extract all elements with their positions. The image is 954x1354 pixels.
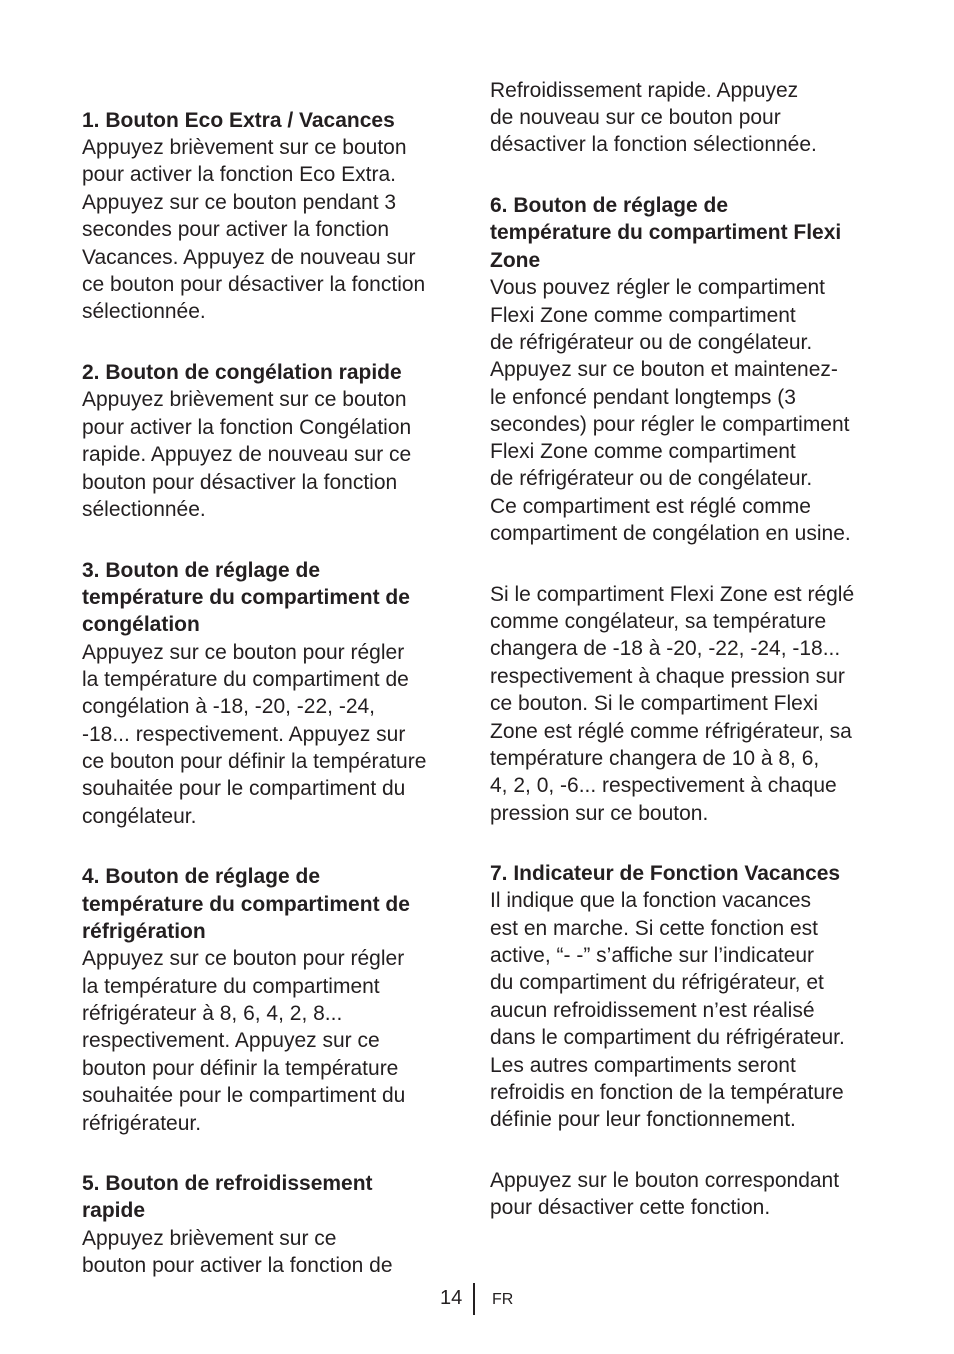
- left-text-line: congélateur.: [82, 805, 197, 828]
- left-text-line: bouton pour désactiver la fonction: [82, 471, 398, 494]
- right-heading-line: Zone: [490, 249, 541, 272]
- right-text-line: Ce compartiment est réglé comme: [490, 495, 811, 518]
- right-text-line: pression sur ce bouton.: [490, 802, 709, 825]
- left-heading-line: 3. Bouton de réglage de: [82, 559, 321, 582]
- right-text-line: refroidis en fonction de la température: [490, 1081, 844, 1104]
- right-text-line: Appuyez sur le bouton correspondant: [490, 1169, 840, 1192]
- right-text-line: de réfrigérateur ou de congélateur.: [490, 331, 813, 354]
- right-text-line: ce bouton. Si le compartiment Flexi: [490, 692, 818, 715]
- right-text-line: active, “- -” s’affiche sur l’indicateur: [490, 944, 815, 967]
- left-heading-line: température du compartiment de: [82, 586, 410, 609]
- right-text-line: Il indique que la fonction vacances: [490, 889, 812, 912]
- left-text-line: réfrigérateur à 8, 6, 4, 2, 8...: [82, 1002, 343, 1025]
- right-text-line: compartiment de congélation en usine.: [490, 522, 851, 545]
- left-heading-line: rapide: [82, 1199, 146, 1222]
- left-heading-line: 2. Bouton de congélation rapide: [82, 361, 402, 384]
- right-text-line: Refroidissement rapide. Appuyez: [490, 79, 799, 102]
- right-text-line: de réfrigérateur ou de congélateur.: [490, 467, 813, 490]
- right-text-line: 4, 2, 0, -6... respectivement à chaque: [490, 774, 837, 797]
- left-heading-line: 1. Bouton Eco Extra / Vacances: [82, 109, 395, 132]
- left-heading-line: congélation: [82, 613, 200, 636]
- left-text-line: -18... respectivement. Appuyez sur: [82, 723, 406, 746]
- left-text-line: Appuyez sur ce bouton pour régler: [82, 641, 405, 664]
- right-text-line: Zone est réglé comme réfrigérateur, sa: [490, 720, 852, 743]
- left-text-line: Appuyez brièvement sur ce bouton: [82, 388, 407, 411]
- right-text-line: Les autres compartiments seront: [490, 1054, 796, 1077]
- right-text-line: secondes) pour régler le compartiment: [490, 413, 850, 436]
- right-text-line: respectivement à chaque pression sur: [490, 665, 845, 688]
- left-text-line: bouton pour activer la fonction de: [82, 1254, 393, 1277]
- right-text-line: est en marche. Si cette fonction est: [490, 917, 819, 940]
- right-text-line: aucun refroidissement n’est réalisé: [490, 999, 815, 1022]
- left-heading-line: température du compartiment de: [82, 893, 410, 916]
- language-code: FR: [492, 1291, 514, 1308]
- left-text-line: souhaitée pour le compartiment du: [82, 777, 406, 800]
- right-text-line: du compartiment du réfrigérateur, et: [490, 971, 824, 994]
- right-text-line: de nouveau sur ce bouton pour: [490, 106, 781, 129]
- right-text-line: Vous pouvez régler le compartiment: [490, 276, 826, 299]
- right-heading-line: 6. Bouton de réglage de: [490, 194, 729, 217]
- page-number: 14: [440, 1287, 463, 1309]
- left-heading-line: 4. Bouton de réglage de: [82, 865, 321, 888]
- left-heading-line: 5. Bouton de refroidissement: [82, 1172, 373, 1195]
- left-text-line: la température du compartiment: [82, 975, 380, 998]
- right-text-line: Flexi Zone comme compartiment: [490, 304, 796, 327]
- left-text-line: Appuyez brièvement sur ce bouton: [82, 136, 407, 159]
- right-text-line: comme congélateur, sa température: [490, 610, 827, 633]
- left-text-line: souhaitée pour le compartiment du: [82, 1084, 406, 1107]
- right-text-line: pour désactiver cette fonction.: [490, 1196, 771, 1219]
- left-text-line: Appuyez sur ce bouton pendant 3: [82, 191, 397, 214]
- right-text-line: changera de -18 à -20, -22, -24, -18...: [490, 637, 841, 660]
- left-text-line: rapide. Appuyez de nouveau sur ce: [82, 443, 412, 466]
- left-text-line: sélectionnée.: [82, 498, 206, 521]
- left-text-line: la température du compartiment de: [82, 668, 409, 691]
- left-heading-line: réfrigération: [82, 920, 206, 943]
- left-text-line: pour activer la fonction Congélation: [82, 416, 412, 439]
- right-heading-line: température du compartiment Flexi: [490, 221, 842, 244]
- left-text-line: sélectionnée.: [82, 300, 206, 323]
- left-text-line: congélation à -18, -20, -22, -24,: [82, 695, 376, 718]
- right-heading-line: 7. Indicateur de Fonction Vacances: [490, 862, 841, 885]
- left-text-line: Vacances. Appuyez de nouveau sur: [82, 246, 416, 269]
- left-text-line: Appuyez sur ce bouton pour régler: [82, 947, 405, 970]
- left-text-line: ce bouton pour définir la température: [82, 750, 427, 773]
- left-text-line: ce bouton pour désactiver la fonction: [82, 273, 426, 296]
- left-text-line: respectivement. Appuyez sur ce: [82, 1029, 380, 1052]
- right-text-line: Si le compartiment Flexi Zone est réglé: [490, 583, 855, 606]
- right-text-line: le enfoncé pendant longtemps (3: [490, 386, 796, 409]
- right-text-line: dans le compartiment du réfrigérateur.: [490, 1026, 845, 1049]
- left-text-line: Appuyez brièvement sur ce: [82, 1227, 337, 1250]
- left-text-line: réfrigérateur.: [82, 1112, 202, 1135]
- right-text-line: Appuyez sur ce bouton et maintenez-: [490, 358, 838, 381]
- right-text-line: désactiver la fonction sélectionnée.: [490, 133, 817, 156]
- right-text-line: Flexi Zone comme compartiment: [490, 440, 796, 463]
- left-text-line: bouton pour définir la température: [82, 1057, 399, 1080]
- right-text-line: température changera de 10 à 8, 6,: [490, 747, 820, 770]
- left-text-line: pour activer la fonction Eco Extra.: [82, 163, 396, 186]
- right-text-line: définie pour leur fonctionnement.: [490, 1108, 796, 1131]
- page-number-separator: [473, 1283, 475, 1315]
- left-text-line: secondes pour activer la fonction: [82, 218, 390, 241]
